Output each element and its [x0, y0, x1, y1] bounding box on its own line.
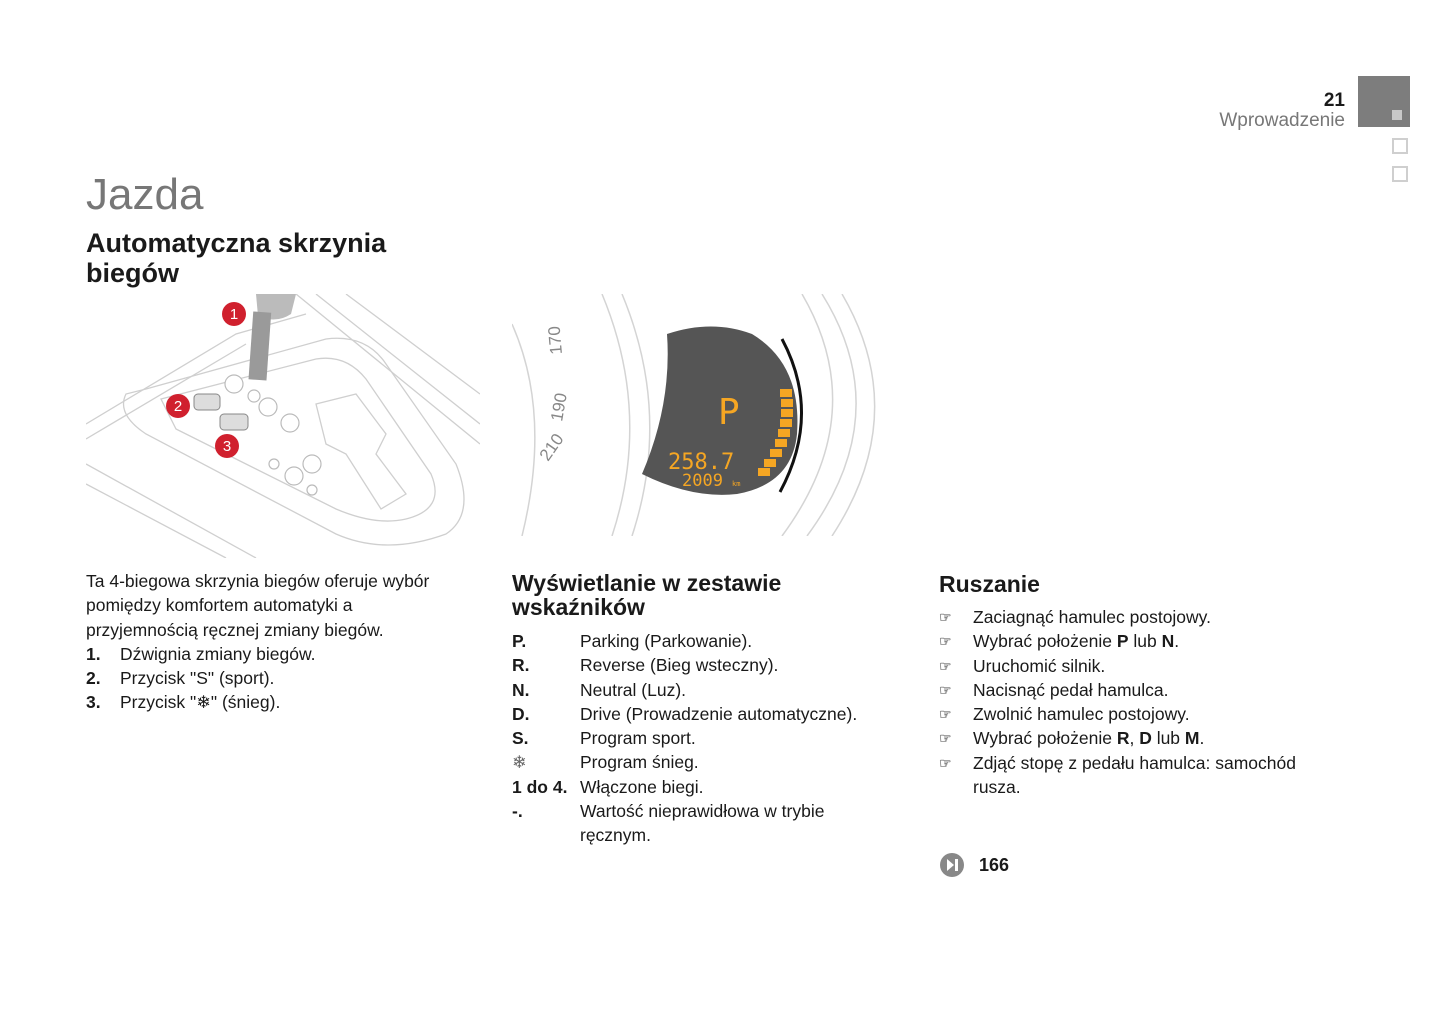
tab-marker — [1392, 110, 1402, 120]
section-title: Wprowadzenie — [1219, 110, 1345, 131]
intro-text: Ta 4-biegowa skrzynia biegów oferuje wybór pomiędzy komfortem automatyki a przyjemnością ręcznej zmiany biegów. — [86, 571, 430, 640]
list-item: 1 do 4. Włączone biegi. — [512, 776, 704, 797]
list-item: 2. Przycisk "S" (sport). — [86, 668, 275, 689]
pointing-hand-icon: ☞ — [939, 730, 952, 747]
gear-legend-list — [512, 629, 892, 848]
instrument-cluster-illustration — [512, 294, 898, 536]
pointing-hand-icon: ☞ — [939, 706, 952, 723]
page-number: 21 — [1323, 90, 1345, 111]
gear-selector-illustration — [86, 294, 480, 558]
list-item: R. Reverse (Bieg wsteczny). — [512, 655, 779, 676]
pointing-hand-icon: ☞ — [939, 754, 952, 771]
list-item: S. Program sport. — [512, 728, 696, 749]
svg-text:1: 1 — [229, 306, 239, 323]
list-item: ❄ Program śnieg. — [512, 752, 699, 773]
list-item: 1. Dźwignia zmiany biegów. — [86, 643, 316, 664]
svg-text:3: 3 — [222, 438, 232, 455]
gear-indicator: P — [718, 392, 740, 433]
pointing-hand-icon: ☞ — [939, 657, 952, 674]
display-value: 258.7 — [668, 450, 735, 475]
list-item: ☞ Zdjąć stopę z pedału hamulca: samochód rusza. — [939, 751, 1339, 800]
section-heading: Automatyczna skrzynia biegów — [86, 228, 387, 288]
starting-steps — [939, 605, 1339, 799]
odometer: 2009 — [682, 471, 723, 491]
display-heading: Wyświetlanie w zestawie wskaźników — [512, 570, 782, 620]
list-item: ☞ Uruchomić silnik. — [939, 654, 1339, 678]
list-item: D. Drive (Prowadzenie automatyczne). — [512, 703, 858, 724]
page-reference-link[interactable]: 166 — [939, 852, 1009, 878]
pointing-hand-icon: ☞ — [939, 633, 952, 650]
list-item: ☞ Zwolnić hamulec postojowy. — [939, 702, 1339, 726]
list-item: -. Wartość nieprawidłowa w trybie ręcznym. — [512, 801, 825, 846]
list-item: P. Parking (Parkowanie). — [512, 631, 753, 651]
svg-text:190: 190 — [547, 391, 571, 423]
intro-section — [86, 569, 446, 715]
starting-heading: Ruszanie — [939, 571, 1040, 597]
chapter-tab-active[interactable] — [1358, 76, 1410, 127]
list-item: N. Neutral (Luz). — [512, 679, 687, 700]
chapter-tab[interactable] — [1392, 138, 1408, 154]
list-item: 3. Przycisk "❄" (śnieg). — [86, 692, 281, 713]
pointing-hand-icon: ☞ — [939, 609, 952, 625]
svg-text:210: 210 — [535, 430, 568, 465]
list-item: ☞ Wybrać położenie P lub N. — [939, 629, 1339, 653]
svg-text:km: km — [732, 480, 741, 488]
svg-text:170: 170 — [544, 325, 566, 356]
chapter-tab[interactable] — [1392, 166, 1408, 182]
next-page-icon — [939, 852, 965, 878]
list-item: ☞ Zaciagnąć hamulec postojowy. — [939, 605, 1339, 629]
svg-text:2: 2 — [173, 398, 183, 415]
list-item: ☞ Wybrać położenie R, D lub M. — [939, 726, 1339, 750]
list-item: ☞ Nacisnąć pedał hamulca. — [939, 678, 1339, 702]
page-title: Jazda — [86, 170, 204, 219]
pointing-hand-icon: ☞ — [939, 681, 952, 698]
